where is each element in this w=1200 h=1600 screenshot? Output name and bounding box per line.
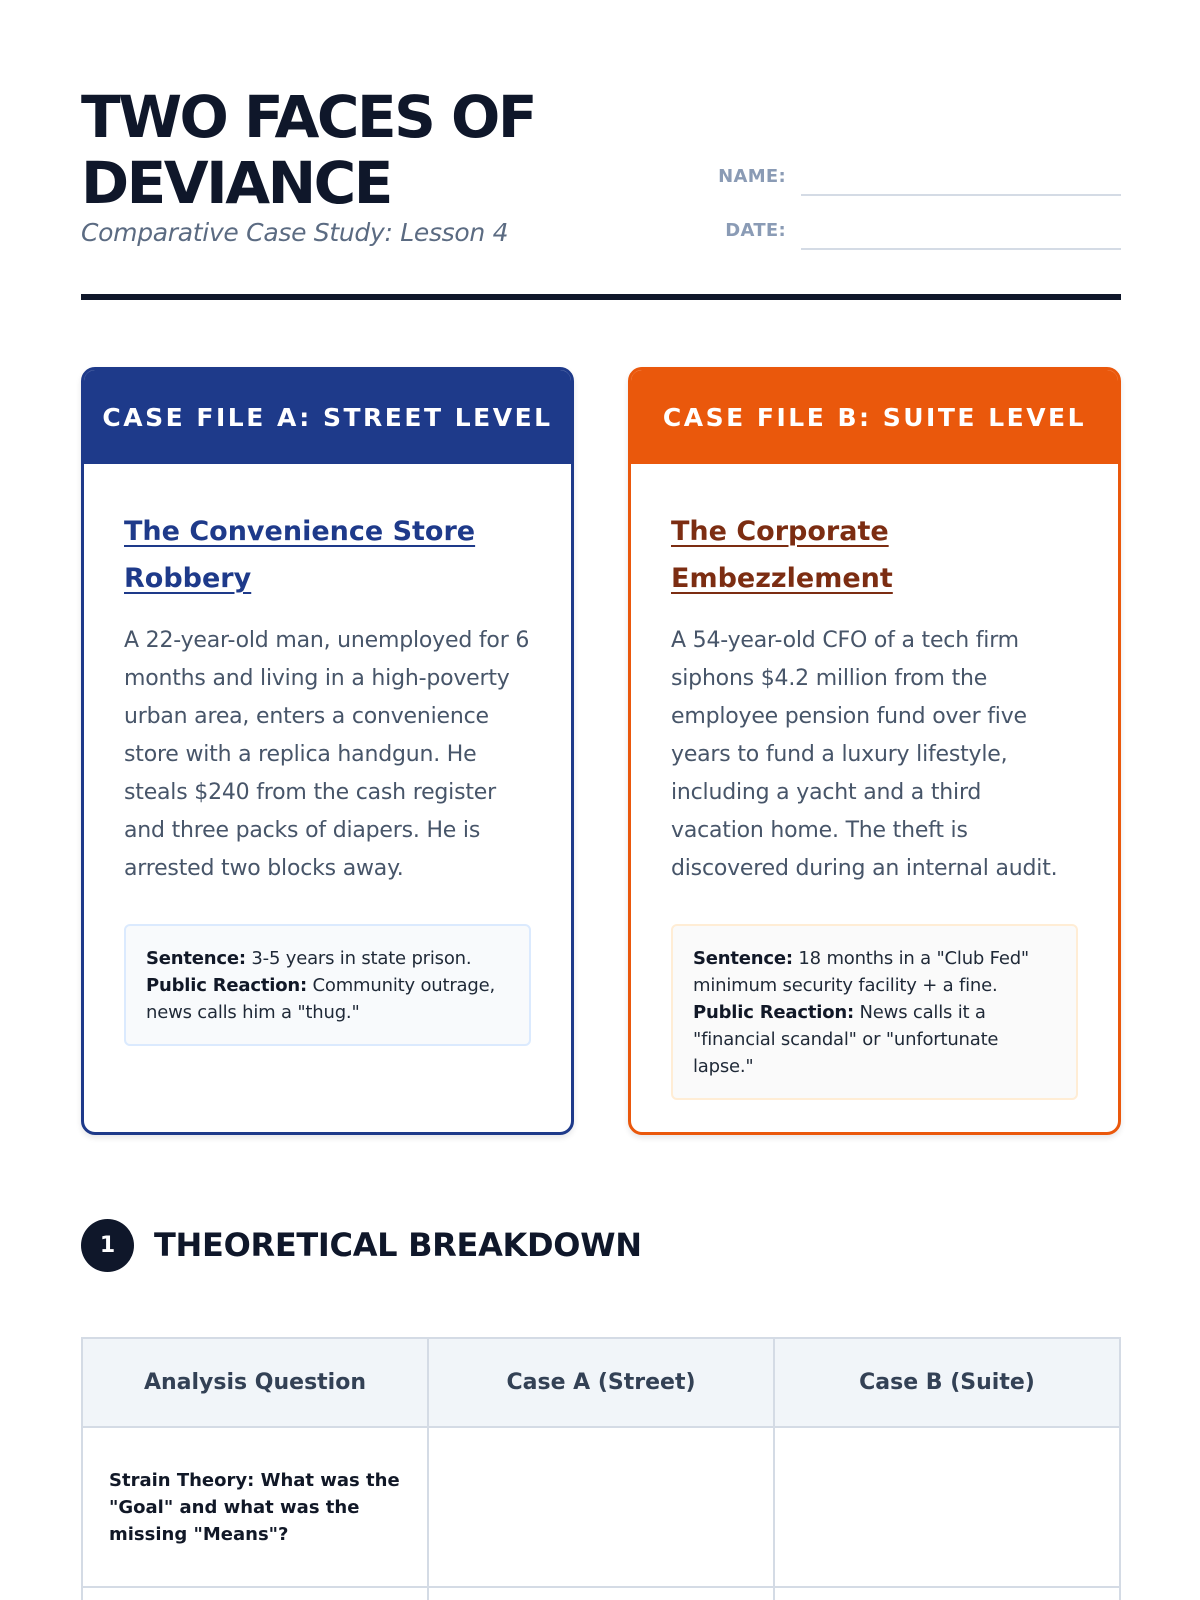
case-file-a-body	[84, 464, 571, 1046]
case-b-answer-cell[interactable]	[774, 1427, 1120, 1587]
case-b-title: The Corporate Embezzlement	[671, 516, 893, 594]
case-a-answer-cell[interactable]	[428, 1427, 774, 1587]
question-cell: Strain Theory: What was the "Goal" and what was the missing "Means"?	[82, 1427, 428, 1587]
case-b-answer-cell[interactable]	[774, 1587, 1120, 1600]
page-title-line-2: DEVIANCE	[81, 149, 391, 217]
section-theoretical-breakdown	[81, 1218, 642, 1272]
case-a-title: The Convenience Store Robbery	[124, 516, 476, 594]
case-file-b-body	[631, 464, 1118, 1100]
case-a-sentence: 3-5 years in state prison.	[251, 948, 472, 969]
case-b-description: A 54-year-old CFO of a tech firm siphons $4.2 million from the employee pension fund over five years to fund a luxury lifestyle, including a yacht and a third vacation home. The theft is discovered during an internal audit.	[671, 628, 1058, 881]
header-divider	[81, 294, 1121, 300]
column-header-question: Analysis Question	[82, 1338, 428, 1427]
case-file-b-card	[628, 367, 1121, 1135]
case-b-reaction-label: Public Reaction:	[693, 1002, 855, 1023]
page-title-line-1: TWO FACES OF	[81, 83, 535, 151]
page-subtitle: Comparative Case Study: Lesson 4	[81, 218, 509, 247]
case-file-b-header: CASE FILE B: SUITE LEVEL	[631, 370, 1118, 464]
case-b-outcome-box	[671, 924, 1078, 1100]
table-row	[82, 1587, 1120, 1600]
table-header-row	[82, 1338, 1120, 1427]
column-header-case-a: Case A (Street)	[428, 1338, 774, 1427]
case-a-outcome-box	[124, 924, 531, 1046]
date-line[interactable]	[801, 248, 1121, 250]
case-a-reaction-label: Public Reaction:	[146, 975, 308, 996]
case-b-sentence: 18 months in a "Club Fed" minimum security facility + a fine.	[693, 948, 1030, 996]
case-a-answer-cell[interactable]	[428, 1587, 774, 1600]
column-header-case-b: Case B (Suite)	[774, 1338, 1120, 1427]
page-title	[81, 84, 601, 216]
analysis-table	[81, 1337, 1121, 1600]
section-number-badge: 1	[81, 1219, 134, 1272]
case-b-sentence-label: Sentence:	[693, 948, 793, 969]
case-file-a-card	[81, 367, 574, 1135]
worksheet-page	[81, 0, 1121, 1600]
case-b-reaction: News calls it a "financial scandal" or "unfortunate lapse."	[693, 1002, 999, 1077]
name-field[interactable]	[718, 166, 1121, 196]
worksheet-header	[81, 84, 1121, 304]
case-a-sentence-label: Sentence:	[146, 948, 246, 969]
name-line[interactable]	[801, 194, 1121, 196]
date-label: DATE:	[725, 220, 786, 241]
case-file-a-header: CASE FILE A: STREET LEVEL	[84, 370, 571, 464]
case-a-reaction: Community outrage, news calls him a "thug."	[146, 975, 495, 1023]
date-field[interactable]	[721, 220, 1121, 250]
case-a-description: A 22-year-old man, unemployed for 6 months and living in a high-poverty urban area, enters a convenience store with a replica handgun. He steals $240 from the cash register and three packs of diapers. He is arrested two blocks away.	[124, 628, 530, 881]
table-row	[82, 1427, 1120, 1587]
name-label: NAME:	[718, 166, 786, 187]
section-title: THEORETICAL BREAKDOWN	[154, 1226, 642, 1264]
question-cell	[82, 1587, 428, 1600]
